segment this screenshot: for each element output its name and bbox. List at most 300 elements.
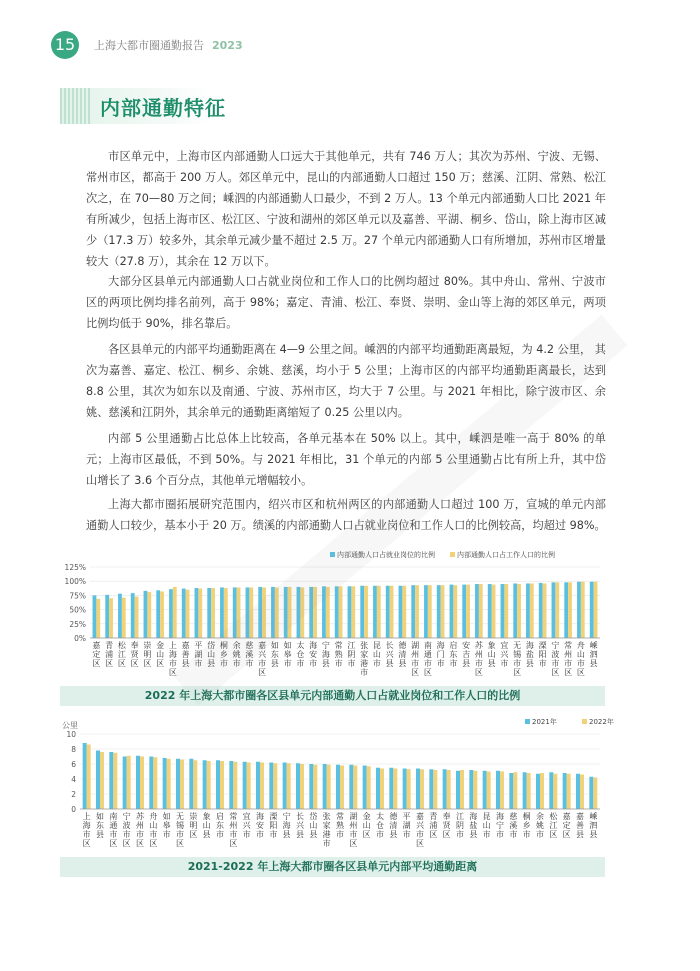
- bar: [182, 589, 186, 638]
- x-tick-label: 兴: [258, 650, 267, 659]
- bar: [327, 765, 331, 809]
- x-tick-label: 县: [270, 659, 279, 668]
- x-tick-label: 盐: [525, 650, 534, 659]
- bar: [247, 763, 251, 810]
- x-tick-label: 县: [385, 659, 394, 668]
- x-tick-label: 定: [92, 650, 101, 659]
- x-tick-label: 市: [538, 659, 547, 668]
- x-tick-label: 太: [376, 812, 384, 821]
- bar: [447, 770, 451, 809]
- x-tick-label: 县: [576, 830, 584, 839]
- x-tick-label: 宁: [122, 812, 131, 821]
- x-tick-label: 山: [362, 821, 371, 830]
- x-tick-label: 兴: [296, 821, 304, 830]
- x-tick-label: 如: [270, 641, 279, 650]
- report-title: 上海大都市圈通勤报告: [94, 39, 204, 52]
- x-tick-label: 桐: [522, 812, 531, 821]
- bar: [380, 769, 384, 810]
- x-tick-label: 嵊: [589, 812, 598, 821]
- x-tick-label: 市: [122, 830, 131, 839]
- bar: [492, 585, 496, 638]
- x-tick-label: 区: [258, 668, 267, 677]
- x-tick-label: 县: [321, 659, 330, 668]
- bar: [501, 584, 505, 638]
- x-tick-label: 宁: [496, 821, 504, 830]
- x-tick-label: 明: [143, 650, 152, 659]
- bar: [271, 587, 275, 638]
- x-tick-label: 通: [423, 650, 432, 659]
- x-tick-label: 山: [202, 821, 211, 830]
- bar: [589, 777, 593, 809]
- x-tick-label: 区: [551, 668, 560, 677]
- bar: [207, 761, 211, 809]
- x-tick-label: 德: [389, 812, 398, 821]
- bar: [105, 595, 109, 638]
- x-tick-label: 皋: [283, 650, 292, 659]
- ratio-chart: [60, 545, 605, 689]
- bar: [456, 771, 460, 809]
- bar: [453, 585, 457, 638]
- x-tick-label: 县: [282, 830, 291, 839]
- x-tick-label: 宁: [282, 812, 291, 821]
- x-tick-label: 溪: [245, 650, 254, 659]
- x-tick-label: 兴: [385, 650, 394, 659]
- x-tick-label: 区: [136, 839, 144, 848]
- y-tick-label: 0%: [74, 634, 86, 643]
- x-tick-label: 山: [309, 821, 318, 830]
- x-tick-label: 熟: [336, 821, 344, 830]
- x-tick-label: 嘉: [416, 812, 424, 821]
- x-tick-label: 平: [402, 812, 411, 821]
- y-tick-label: 125%: [64, 563, 86, 572]
- bar: [169, 589, 173, 638]
- bar: [233, 587, 237, 638]
- bar: [428, 585, 432, 638]
- x-tick-label: 县: [181, 659, 190, 668]
- x-tick-label: 姚: [536, 821, 544, 830]
- x-tick-label: 溧: [269, 812, 278, 821]
- x-tick-label: 市: [245, 659, 254, 668]
- x-tick-label: 区: [429, 830, 438, 839]
- x-tick-label: 明: [189, 821, 198, 830]
- bar: [93, 595, 97, 638]
- x-tick-label: 锡: [513, 650, 522, 659]
- x-tick-label: 海: [168, 650, 177, 659]
- x-tick-label: 海: [469, 812, 478, 821]
- x-tick-label: 东: [96, 821, 104, 830]
- x-tick-label: 常: [229, 812, 238, 821]
- bar: [186, 590, 190, 638]
- x-tick-label: 浦: [105, 650, 114, 659]
- bar: [443, 769, 447, 809]
- bar: [513, 583, 517, 638]
- x-tick-label: 善: [576, 821, 584, 830]
- x-tick-label: 湖: [349, 812, 358, 821]
- x-tick-label: 浦: [429, 821, 438, 830]
- y-tick-label: 0: [71, 805, 76, 814]
- x-tick-label: 上: [82, 812, 91, 821]
- x-tick-label: 太: [296, 641, 305, 650]
- x-tick-label: 舟: [576, 641, 585, 650]
- x-tick-label: 上: [168, 641, 177, 650]
- x-tick-label: 县: [202, 830, 211, 839]
- bar: [256, 762, 260, 809]
- x-tick-label: 湖: [194, 650, 203, 659]
- bar: [348, 586, 352, 638]
- bar: [109, 752, 113, 809]
- bar: [390, 586, 394, 638]
- paragraph-1: 市区单元中，上海市区内部通勤人口远大于其他单元，共有 746 万人；其次为苏州、宁波、无锡、常州市区，都高于 200 万人。郊区单元中，昆山的内部通勤人口超过 150 万；慈溪、江阴、常熟、松江次之，在 70—80 万之间；嵊泗的内部通勤人口最少，不到 2 万人。13 个单元内部通勤人口比 2021 年有所减少，包括上海市区、松江区、宁波和湖州的郊区单元以及嘉善、平湖、桐乡、岱山，除上海市区减少（17.3 万）较多外，其余单元减少量不超过 2.5 万。27 个单元内部通勤人口有所增加，苏州市区增量较大（27.8 万），其余在 12 万以下。: [86, 150, 606, 268]
- page-number-badge: 15: [51, 31, 79, 59]
- bar: [564, 582, 568, 638]
- bar: [284, 587, 288, 638]
- x-tick-label: 贤: [442, 821, 451, 830]
- x-tick-label: 启: [216, 812, 224, 821]
- bar: [580, 775, 584, 810]
- bar: [509, 773, 513, 809]
- x-tick-label: 定: [562, 821, 571, 830]
- bar: [300, 764, 304, 809]
- x-tick-label: 金: [156, 641, 165, 650]
- y-tick-label: 4: [71, 775, 76, 784]
- x-tick-label: 市: [232, 659, 241, 668]
- x-tick-label: 市: [168, 659, 177, 668]
- bar: [581, 582, 585, 638]
- x-tick-label: 嵊: [589, 641, 598, 650]
- x-tick-label: 常: [334, 641, 343, 650]
- bar: [262, 587, 266, 638]
- x-tick-label: 嘉: [181, 641, 190, 650]
- x-tick-label: 市: [309, 659, 318, 668]
- x-tick-label: 兴: [500, 650, 509, 659]
- bar: [283, 763, 287, 810]
- bar: [475, 584, 479, 638]
- x-tick-label: 区: [576, 668, 585, 677]
- bar: [193, 760, 197, 809]
- x-tick-label: 无: [513, 641, 522, 650]
- paragraph-2: 大部分区县单元内部通勤人口占就业岗位和工作人口的比例均超过 80%。其中舟山、常州、宁波市区的两项比例均排名前列，高于 98%；嘉定、青浦、松江、奉贤、崇明、金山等上海的郊区单元，两项比例均低于 90%，排名靠后。: [86, 275, 606, 330]
- bar: [466, 585, 470, 638]
- x-tick-label: 市: [423, 659, 432, 668]
- bar: [568, 582, 572, 638]
- x-tick-label: 区: [442, 830, 451, 839]
- x-tick-label: 宜: [500, 641, 509, 650]
- x-tick-label: 市: [482, 830, 491, 839]
- bar: [496, 771, 500, 809]
- x-tick-label: 市: [456, 830, 464, 839]
- x-tick-label: 山: [149, 821, 158, 830]
- bar: [552, 582, 556, 638]
- legend-swatch: [450, 552, 455, 557]
- x-tick-label: 江: [456, 812, 464, 821]
- x-tick-label: 兴: [416, 821, 424, 830]
- x-tick-label: 区: [149, 839, 158, 848]
- bar: [376, 768, 380, 809]
- x-tick-label: 安: [256, 821, 264, 830]
- bar: [487, 772, 491, 810]
- x-tick-label: 市: [436, 659, 445, 668]
- bar: [211, 588, 215, 638]
- bar: [336, 765, 340, 809]
- bar: [339, 586, 343, 638]
- x-tick-label: 奉: [130, 641, 139, 650]
- running-header: [94, 37, 243, 53]
- x-tick-label: 苏: [474, 641, 483, 650]
- x-tick-label: 州: [411, 650, 420, 659]
- bar: [360, 586, 364, 638]
- x-tick-label: 市: [522, 830, 531, 839]
- x-tick-label: 县: [469, 830, 478, 839]
- bar: [526, 583, 530, 638]
- bar: [147, 592, 151, 638]
- bar: [437, 585, 441, 638]
- x-tick-label: 市: [336, 830, 344, 839]
- bar: [83, 743, 87, 809]
- bar: [167, 759, 171, 809]
- x-tick-label: 区: [122, 839, 131, 848]
- x-tick-label: 江: [549, 821, 558, 830]
- bar: [349, 765, 353, 809]
- x-tick-label: 常: [336, 812, 344, 821]
- x-tick-label: 市: [242, 830, 251, 839]
- bar: [207, 588, 211, 638]
- bar: [176, 759, 180, 809]
- bar: [288, 587, 292, 638]
- x-tick-label: 县: [389, 830, 398, 839]
- x-tick-label: 市: [162, 830, 171, 839]
- x-tick-label: 区: [105, 659, 114, 668]
- bar: [323, 764, 327, 809]
- x-tick-label: 阴: [456, 821, 464, 830]
- bar: [249, 587, 253, 638]
- y-tick-label: 2: [71, 790, 76, 799]
- x-tick-label: 余: [232, 641, 241, 650]
- x-tick-label: 德: [398, 641, 407, 650]
- x-tick-label: 嘉: [258, 641, 267, 650]
- x-tick-label: 区: [117, 659, 126, 668]
- bar: [367, 766, 371, 809]
- bar: [296, 763, 300, 809]
- bar: [340, 766, 344, 810]
- x-tick-label: 市: [474, 659, 483, 668]
- bar: [140, 757, 144, 810]
- bar: [576, 774, 580, 809]
- bar: [246, 587, 250, 638]
- bar: [237, 587, 241, 638]
- bar: [424, 585, 428, 638]
- bar: [407, 769, 411, 809]
- x-tick-label: 县: [398, 659, 407, 668]
- bar: [131, 593, 135, 638]
- x-tick-label: 锡: [176, 821, 184, 830]
- x-tick-label: 松: [117, 641, 126, 650]
- x-tick-label: 仓: [296, 650, 305, 659]
- paragraph-5: 上海大都市圈拓展研究范围内，绍兴市区和杭州两区的内部通勤人口超过 100 万，宣城的单元内部通勤人口较少，基本小于 20 万。绩溪的内部通勤人口占就业岗位和工作人口的比例较高，均超过 98%。: [86, 498, 606, 532]
- x-tick-label: 县: [487, 659, 496, 668]
- x-tick-label: 青: [429, 812, 438, 821]
- bar: [577, 582, 581, 638]
- x-tick-label: 东: [270, 650, 279, 659]
- x-tick-label: 区: [474, 668, 483, 677]
- bar: [420, 769, 424, 809]
- bar: [530, 583, 534, 638]
- x-tick-label: 南: [423, 641, 432, 650]
- x-tick-label: 海: [496, 812, 504, 821]
- x-tick-label: 市: [411, 659, 420, 668]
- bar: [195, 588, 199, 638]
- x-tick-label: 市: [509, 830, 518, 839]
- bar: [504, 584, 508, 638]
- x-tick-label: 舟: [149, 812, 158, 821]
- x-tick-label: 市: [496, 830, 504, 839]
- bar: [488, 584, 492, 638]
- x-tick-label: 嘉: [576, 812, 584, 821]
- y-tick-label: 50%: [69, 605, 86, 615]
- x-tick-label: 溧: [538, 641, 547, 650]
- x-tick-label: 区: [411, 668, 420, 677]
- bar: [429, 769, 433, 809]
- bar: [322, 586, 326, 638]
- x-tick-label: 兴: [242, 821, 251, 830]
- x-tick-label: 港: [322, 830, 331, 839]
- x-tick-label: 市: [216, 830, 224, 839]
- x-tick-label: 市: [513, 659, 522, 668]
- bar: [403, 769, 407, 810]
- bar: [553, 774, 557, 809]
- x-tick-label: 区: [168, 668, 177, 677]
- bar: [156, 590, 160, 638]
- bar: [389, 768, 393, 809]
- x-tick-label: 贤: [130, 650, 139, 659]
- x-tick-label: 如: [283, 641, 292, 650]
- x-tick-label: 区: [549, 830, 558, 839]
- x-tick-label: 市: [349, 830, 358, 839]
- y-axis-label: 公里: [62, 721, 78, 730]
- bar: [233, 762, 237, 809]
- x-tick-label: 县: [309, 830, 318, 839]
- bar: [313, 765, 317, 809]
- x-tick-label: 区: [349, 839, 358, 848]
- x-tick-label: 湖: [411, 641, 420, 650]
- bar: [549, 772, 553, 809]
- bar: [353, 766, 357, 810]
- bar: [258, 587, 262, 638]
- bar: [260, 763, 264, 810]
- bar: [96, 599, 100, 638]
- x-tick-label: 平: [194, 641, 203, 650]
- x-tick-label: 如: [162, 812, 171, 821]
- bar: [127, 756, 131, 809]
- x-tick-label: 市: [376, 830, 384, 839]
- bar: [163, 758, 167, 809]
- bar: [198, 589, 202, 638]
- x-tick-label: 宁: [551, 641, 560, 650]
- x-tick-label: 泗: [589, 650, 598, 659]
- x-tick-label: 市: [283, 659, 292, 668]
- bar: [87, 745, 91, 810]
- x-tick-label: 山: [576, 650, 585, 659]
- x-tick-label: 乡: [219, 650, 228, 659]
- x-tick-label: 常: [564, 641, 573, 650]
- x-tick-label: 州: [474, 650, 483, 659]
- x-tick-label: 区: [189, 830, 198, 839]
- bar: [122, 598, 126, 638]
- x-tick-label: 山: [372, 650, 381, 659]
- x-tick-label: 慈: [245, 641, 254, 650]
- x-tick-label: 家: [322, 821, 331, 830]
- x-tick-label: 州: [136, 821, 144, 830]
- bar: [416, 769, 420, 810]
- x-tick-label: 南: [109, 812, 118, 821]
- x-tick-label: 县: [296, 830, 304, 839]
- ratio-chart-title: 2022 年上海大都市圈各区县单元内部通勤人口占就业岗位和工作人口的比例: [60, 686, 605, 706]
- x-tick-label: 区: [229, 839, 238, 848]
- bar: [555, 582, 559, 638]
- x-tick-label: 波: [122, 821, 131, 830]
- x-tick-label: 区: [416, 839, 424, 848]
- bar: [593, 778, 597, 810]
- bar: [500, 772, 504, 810]
- x-tick-label: 如: [96, 812, 104, 821]
- section-title-stripes: [60, 88, 90, 124]
- bar: [326, 587, 330, 638]
- x-tick-label: 州: [229, 821, 238, 830]
- bar: [590, 582, 594, 638]
- bar: [415, 585, 419, 638]
- x-tick-label: 岱: [207, 641, 216, 650]
- x-tick-label: 崇: [189, 812, 198, 821]
- bar: [450, 585, 454, 638]
- bar: [517, 584, 521, 638]
- x-tick-label: 山: [482, 821, 491, 830]
- x-tick-label: 波: [551, 650, 560, 659]
- x-tick-label: 东: [449, 650, 458, 659]
- bar: [539, 583, 543, 638]
- x-tick-label: 市: [194, 659, 203, 668]
- bar: [309, 764, 313, 809]
- bar: [224, 588, 228, 638]
- paragraph-3: 各区县单元的内部平均通勤距离在 4—9 公里之间。嵊泗的内部平均通勤距离最短，为 4.2 公里， 其次为嘉善、嘉定、松江、桐乡、余姚、慈溪，均小于 5 公里；上海市区的内部平均通勤距离最长，达到 8.8 公里，其次为如东以及南通、宁波、苏州市区，均大于 7 公里。与 2021 年相比，除宁波市区、余姚、慈溪和江阴外，其余单元的通勤距离缩短了 0.25 公里以内。: [86, 343, 606, 419]
- report-year: 2023: [212, 39, 243, 52]
- bar: [173, 587, 177, 638]
- y-tick-label: 8: [71, 745, 76, 754]
- x-tick-label: 市: [82, 830, 91, 839]
- x-tick-label: 县: [525, 659, 534, 668]
- x-tick-label: 县: [589, 659, 598, 668]
- bar: [433, 770, 437, 809]
- x-tick-label: 区: [362, 830, 371, 839]
- bar: [189, 759, 193, 809]
- x-tick-label: 海: [82, 821, 91, 830]
- bar: [243, 762, 247, 809]
- bar: [335, 586, 339, 638]
- x-tick-label: 区: [176, 839, 184, 848]
- section-title: 内部通勤特征: [100, 96, 226, 120]
- x-tick-label: 家: [360, 650, 369, 659]
- x-tick-label: 海: [282, 821, 291, 830]
- bar: [351, 586, 355, 638]
- legend-swatch: [582, 719, 587, 724]
- bar: [373, 586, 377, 638]
- x-tick-label: 市: [372, 659, 381, 668]
- x-tick-label: 港: [360, 659, 369, 668]
- bar: [523, 772, 527, 809]
- bar: [399, 586, 403, 638]
- x-tick-label: 启: [449, 641, 458, 650]
- x-tick-label: 市: [229, 830, 238, 839]
- x-tick-label: 市: [551, 659, 560, 668]
- bar: [96, 751, 100, 810]
